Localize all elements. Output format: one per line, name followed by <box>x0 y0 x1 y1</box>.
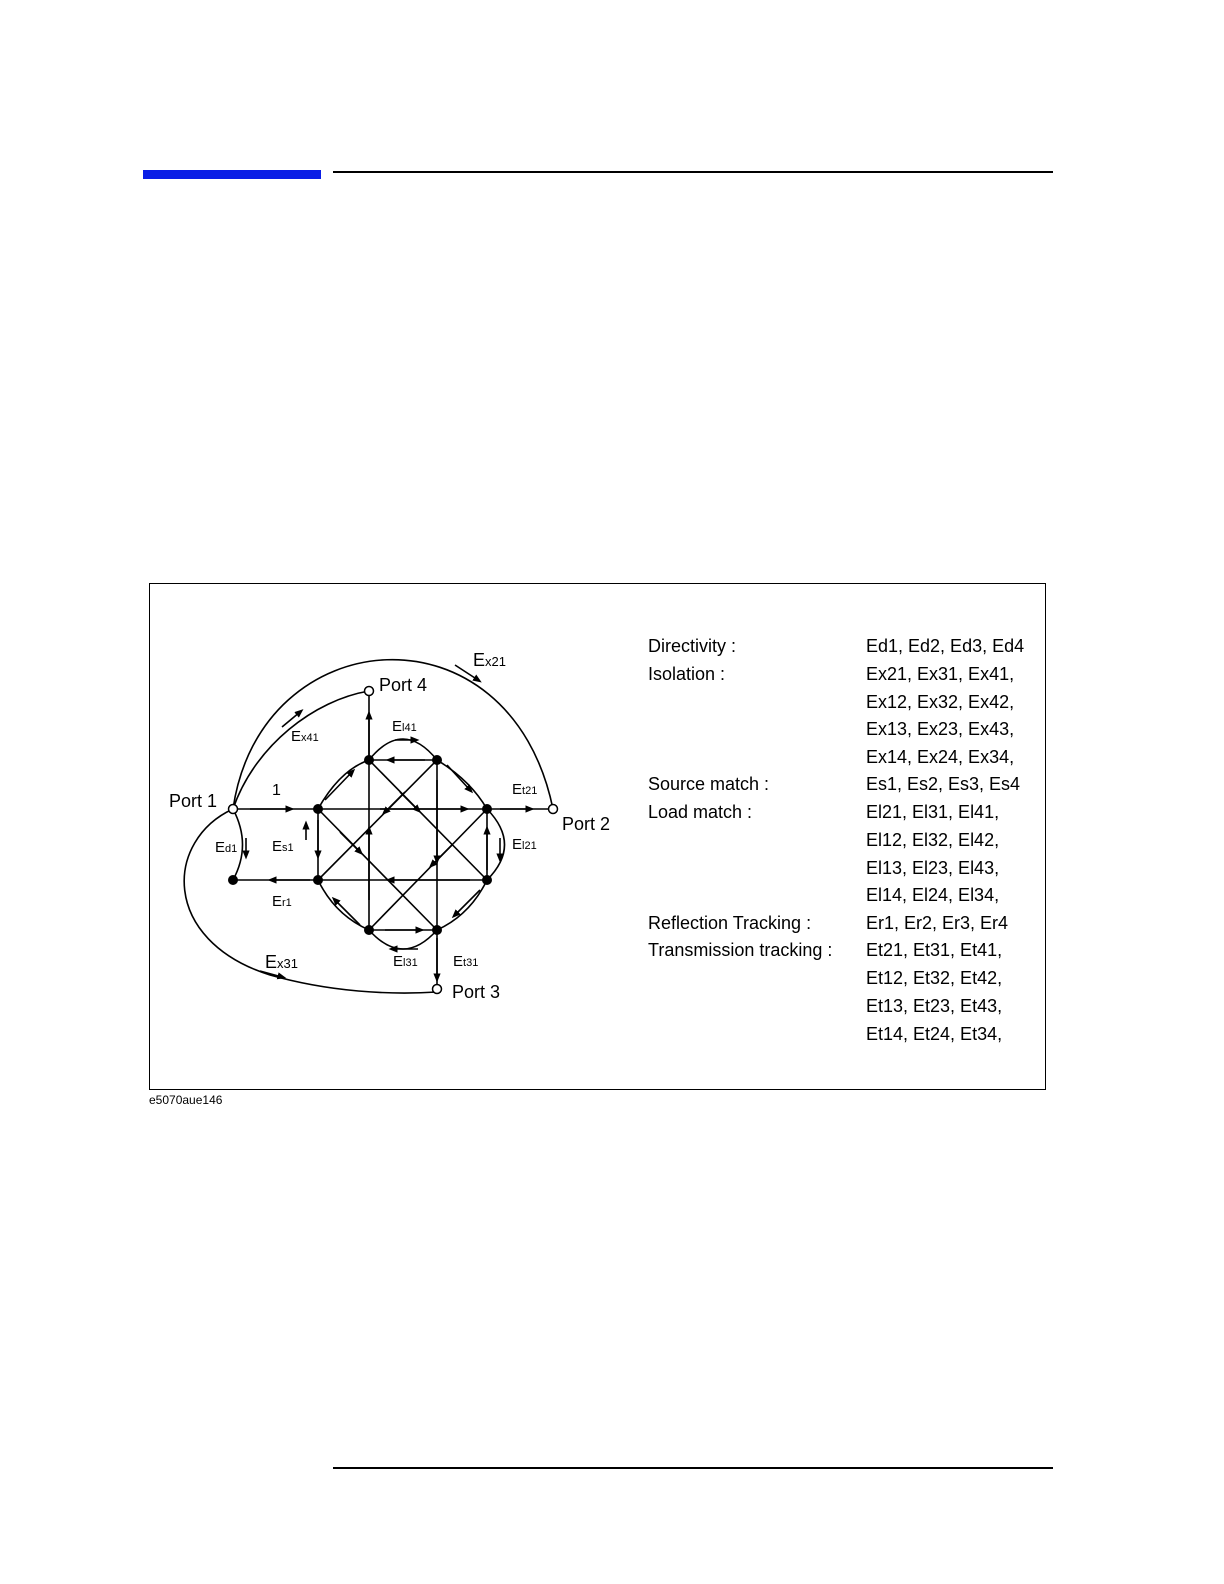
legend-isolation-values-4: Ex14, Ex24, Ex34, <box>866 747 1015 767</box>
arrow-ring-ll <box>335 900 360 925</box>
arrow-ring-ul <box>325 772 352 800</box>
node-a4 <box>432 755 442 765</box>
legend-reflection-tracking-label: Reflection Tracking : <box>648 913 812 933</box>
ring-segment-ll <box>318 880 369 930</box>
legend-transmission-tracking-values-4: Et14, Et24, Et34, <box>866 1024 1003 1044</box>
legend-load-match-label: Load match : <box>648 802 753 822</box>
port4-label: Port 4 <box>379 675 428 695</box>
diag-2 <box>318 760 437 880</box>
ex41-arc <box>233 691 369 809</box>
port4-terminal <box>365 687 374 696</box>
legend-reflection-tracking-values: Er1, Er2, Er3, Er4 <box>866 913 1009 933</box>
legend-isolation-values-1: Ex21, Ex31, Ex41, <box>866 664 1015 684</box>
legend-source-match-values: Es1, Es2, Es3, Es4 <box>866 774 1021 794</box>
arrow-ring-ur <box>447 765 470 790</box>
el41-loop <box>369 739 437 760</box>
legend-transmission-tracking-label: Transmission tracking : <box>648 940 833 960</box>
port2-terminal <box>549 805 558 814</box>
node-b4 <box>364 755 374 765</box>
ring-segment-ur <box>437 760 487 809</box>
node-a1 <box>313 804 323 814</box>
diag-3 <box>318 809 437 930</box>
el41-label: El41 <box>392 718 417 735</box>
legend-load-match-values-1: El21, El31, El41, <box>866 802 1000 822</box>
legend-transmission-tracking-values-2: Et12, Et32, Et42, <box>866 968 1003 988</box>
arrow-ex41 <box>282 712 300 727</box>
node-a3 <box>432 925 442 935</box>
ed1-label: Ed1 <box>215 839 238 856</box>
legend-load-match-values-2: El12, El32, El42, <box>866 830 1000 850</box>
er1-label: Er1 <box>272 893 292 910</box>
legend-isolation-values-3: Ex13, Ex23, Ex43, <box>866 719 1015 739</box>
node-b3 <box>364 925 374 935</box>
legend-load-match-values-4: El14, El24, El34, <box>866 885 1000 905</box>
ex31-label: Ex31 <box>265 952 298 972</box>
legend-transmission-tracking-values-1: Et21, Et31, Et41, <box>866 940 1003 960</box>
et21-label: Et21 <box>512 781 538 798</box>
el31-label: El31 <box>393 953 418 970</box>
figure-id: e5070aue146 <box>149 1093 223 1107</box>
legend-directivity-label: Directivity : <box>648 636 737 656</box>
legend-isolation-values-2: Ex12, Ex32, Ex42, <box>866 692 1015 712</box>
diag-1 <box>369 760 487 880</box>
ex41-label: Ex41 <box>291 728 319 745</box>
footer-rule <box>333 1467 1053 1469</box>
port1-terminal <box>229 805 238 814</box>
et31-label: Et31 <box>453 953 479 970</box>
node-b2 <box>482 804 492 814</box>
legend-transmission-tracking-values-3: Et13, Et23, Et43, <box>866 996 1003 1016</box>
legend-load-match-values-3: El13, El23, El43, <box>866 858 1000 878</box>
legend-directivity-values: Ed1, Ed2, Ed3, Ed4 <box>866 636 1025 656</box>
node-b1 <box>313 875 323 885</box>
node-port1-return <box>228 875 238 885</box>
port2-label: Port 2 <box>562 814 611 834</box>
unity-gain-label: 1 <box>272 782 281 799</box>
ring-segment-lr <box>437 880 487 930</box>
arrow-ring-lr <box>455 890 480 915</box>
diag-4 <box>369 809 487 930</box>
ring-segment-ul <box>318 760 369 809</box>
es1-label: Es1 <box>272 838 294 855</box>
arrow-diag-4 <box>432 845 452 865</box>
arrow-diag-3 <box>340 832 360 852</box>
ex21-label: Ex21 <box>473 650 506 670</box>
port3-terminal <box>433 985 442 994</box>
legend-isolation-label: Isolation : <box>648 664 726 684</box>
el21-label: El21 <box>512 836 537 853</box>
legend-source-match-label: Source match : <box>648 774 770 794</box>
port3-label: Port 3 <box>452 982 501 1002</box>
node-a2 <box>482 875 492 885</box>
port1-label: Port 1 <box>169 791 218 811</box>
el31-loop <box>369 930 437 949</box>
el21-loop <box>487 809 505 880</box>
